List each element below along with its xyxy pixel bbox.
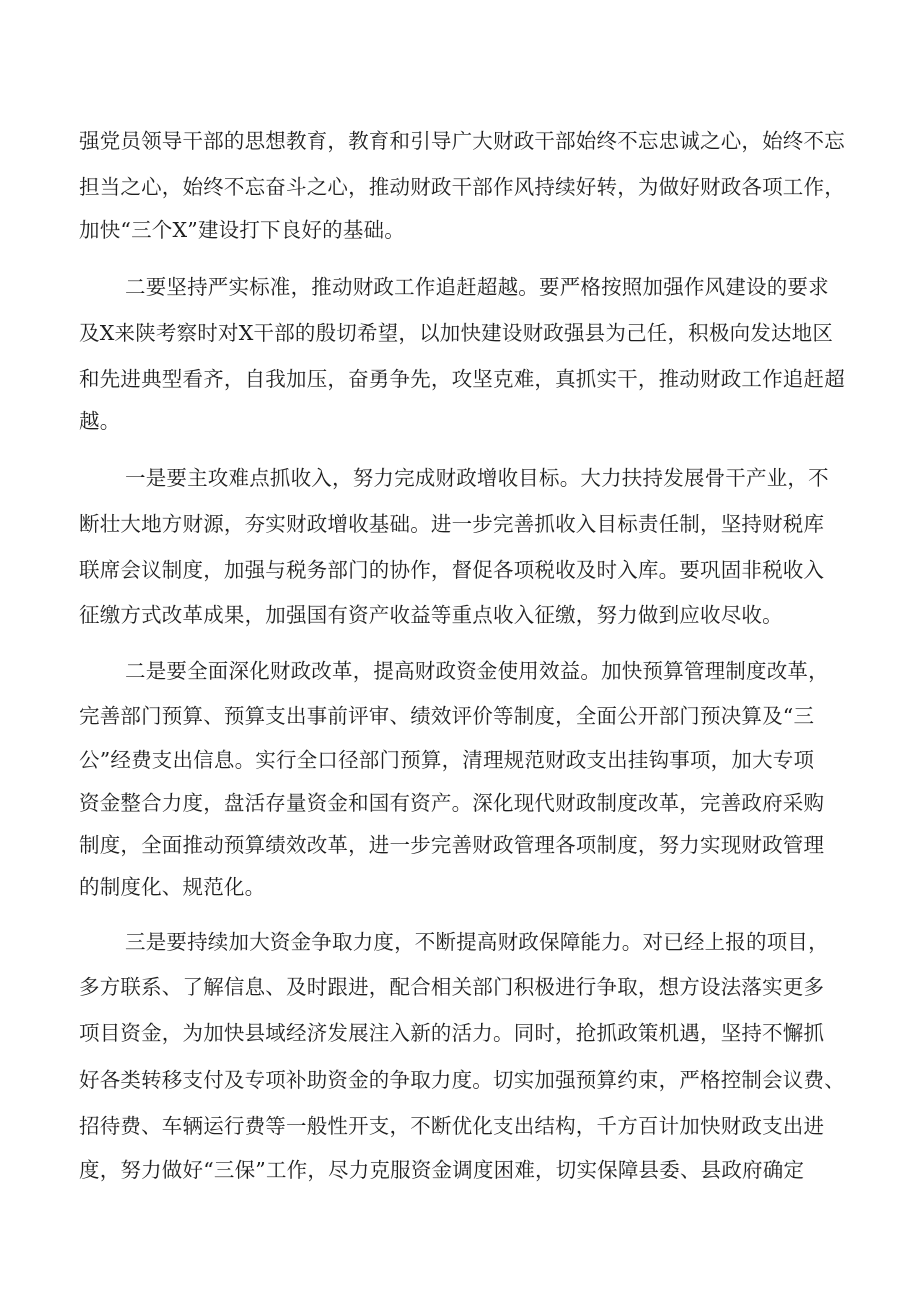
paragraph-line: 联席会议制度，加强与税务部门的协作，督促各项税收及时入库。要巩固非税收入: [79, 558, 825, 582]
paragraph-line: 招待费、车辆运行费等一般性开支，不断优化支出结构，千方百计加快财政支出进: [79, 1114, 825, 1138]
paragraph-line: 强党员领导干部的思想教育，教育和引导广大财政干部始终不忘忠诚之心，始终不忘: [79, 129, 845, 153]
paragraph-line: 一是要主攻难点抓收入，努力完成财政增收目标。大力扶持发展骨干产业，不: [125, 466, 829, 490]
paragraph-line: 担当之心，始终不忘奋斗之心，推动财政干部作风持续好转，为做好财政各项工作，: [79, 175, 845, 199]
paragraph-line: 制度，全面推动预算绩效改革，进一步完善财政管理各项制度，努力实现财政管理: [79, 833, 825, 857]
paragraph-line: 和先进典型看齐，自我加压，奋勇争先，攻坚克难，真抓实干，推动财政工作追赶超: [79, 367, 845, 391]
paragraph-line: 加快“三个X”建设打下良好的基础。: [79, 218, 405, 242]
paragraph-line: 好各类转移支付及专项补助资金的争取力度。切实加强预算约束，严格控制会议费、: [79, 1068, 845, 1092]
paragraph-line: 的制度化、规范化。: [79, 875, 266, 899]
paragraph-line: 二是要全面深化财政改革，提高财政资金使用效益。加快预算管理制度改革，: [125, 659, 829, 683]
paragraph-line: 越。: [79, 409, 121, 433]
paragraph-line: 公”经费支出信息。实行全口径部门预算，清理规范财政支出挂钩事项，加大专项: [79, 748, 815, 772]
paragraph-line: 征缴方式改革成果，加强国有资产收益等重点收入征缴，努力做到应收尽收。: [79, 603, 783, 627]
paragraph-line: 及X来陕考察时对X干部的殷切希望，以加快建设财政强县为己任，积极向发达地区: [79, 321, 834, 345]
paragraph-line: 多方联系、了解信息、及时跟进，配合相关部门积极进行争取，想方设法落实更多: [79, 975, 825, 999]
paragraph-line: 三是要持续加大资金争取力度，不断提高财政保障能力。对已经上报的项目，: [125, 930, 829, 954]
paragraph-line: 资金整合力度，盘活存量资金和国有资产。深化现代财政制度改革，完善政府采购: [79, 791, 825, 815]
paragraph-line: 二要坚持严实标准，推动财政工作追赶超越。要严格按照加强作风建设的要求: [125, 275, 829, 299]
paragraph-line: 完善部门预算、预算支出事前评审、绩效评价等制度，全面公开部门预决算及“三: [79, 704, 815, 728]
paragraph-line: 项目资金，为加快县域经济发展注入新的活力。同时，抢抓政策机遇，坚持不懈抓: [79, 1021, 825, 1045]
paragraph-line: 断壮大地方财源，夯实财政增收基础。进一步完善抓收入目标责任制，坚持财税库: [79, 512, 825, 536]
paragraph-line: 度，努力做好“三保”工作，尽力克服资金调度困难，切实保障县委、县政府确定: [79, 1158, 805, 1182]
